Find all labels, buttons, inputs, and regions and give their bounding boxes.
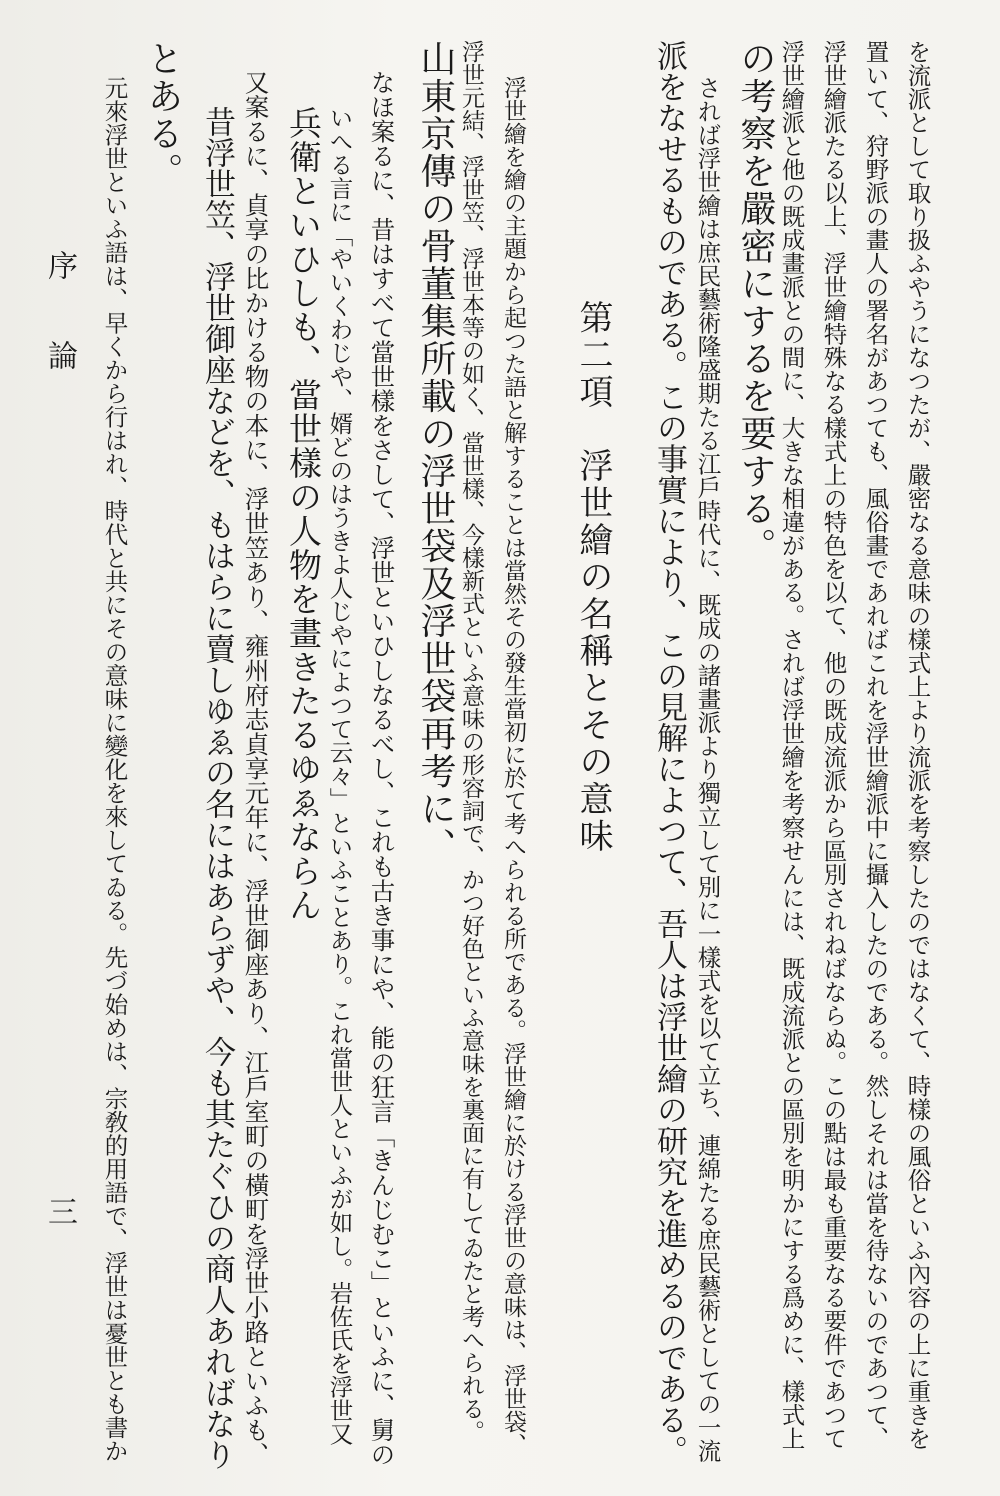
text-column-2: 置いて、狩野派の畫人の署名があつても、風俗畫であればこれを浮世繪派中に攝入したのである。然しそれは當を待ないのであつて、 — [861, 40, 890, 1450]
quote-column-3: 兵衛といひしも、當世樣の人物を畫きたるゆゑならん — [284, 106, 323, 922]
quote-column-5: 昔浮世笠、浮世御座などを、もはらに賣しゆゑの名にはあらずや、今も其たぐひの商人あればなり — [199, 106, 235, 1470]
chapter-label: 序 論 — [42, 250, 77, 370]
text-column-10: 山東京傳の骨董集所載の浮世袋及浮世袋再考に、 — [415, 40, 456, 865]
quote-column-1: なほ案るに、昔はすべて當世樣をさして、浮世といひしなるべし、これも古き事にや、能の狂言「きんじむこ」といふに、舅の — [367, 70, 397, 1467]
text-column-11: とある。 — [142, 40, 183, 190]
section-heading: 第二項 浮世繪の名稱とその意味 — [573, 300, 613, 855]
text-column-1: を流派として取り扱ふやうになつたが、嚴密なる意味の樣式上より流派を考察したのではなくて、時樣の風俗といふ內容の上に重きを — [903, 40, 932, 1450]
text-column-5: の考察を嚴密にするを要する。 — [735, 40, 776, 565]
text-column-6: されば浮世繪は庶民藝術隆盛期たる江戶時代に、既成の諸畫派より獨立して別に一樣式を以て立ち、連綿たる庶民藝術としての一流 — [693, 76, 722, 1463]
page-number: 三 — [42, 1196, 77, 1226]
quote-column-4: 又案るに、貞享の比かける物の本に、浮世笠あり、雍州府志貞享元年に、浮世御座あり、江戶室町の橫町を浮世小路といふも、 — [241, 70, 271, 1467]
quote-column-2: いへる言に「やいくわじや、婿どのはうきよ人じやによつて云々」といふことあり。これ當世人といふが如し。岩佐氏を浮世又 — [325, 106, 354, 1446]
text-column-4: 浮世繪派と他の既成畫派との間に、大きな相違がある。されば浮世繪を考察せんには、既成流派との區別を明かにする爲めに、樣式上 — [777, 40, 806, 1450]
text-column-3: 浮世繪派たる以上、浮世繪特殊なる樣式上の特色を以て、他の既成流派から區別されねばならぬ。この點は最も重要なる要件であつて — [819, 40, 848, 1450]
text-column-9: 浮世元結、浮世笠、浮世本等の如く、當世樣、今樣新式といふ意味の形容詞で、かつ好色といふ意味を裏面に有してゐたと考へられる。 — [458, 40, 484, 1443]
text-column-7: 派をなせるものである。この事實により、この見解によつて、吾人は浮世繪の研究を進めるのである。 — [651, 40, 687, 1466]
text-column-12: 元來浮世といふ語は、早くから行はれ、時代と共にその意味に變化を來してゐる。先づ始めは、宗敎的用語で、浮世は憂世とも書か — [100, 76, 129, 1463]
text-column-8: 浮世繪を繪の主題から起つた語と解することは當然その發生當初に於て考へられる所である。浮世繪に於ける浮世の意味は、浮世袋、 — [500, 76, 526, 1456]
